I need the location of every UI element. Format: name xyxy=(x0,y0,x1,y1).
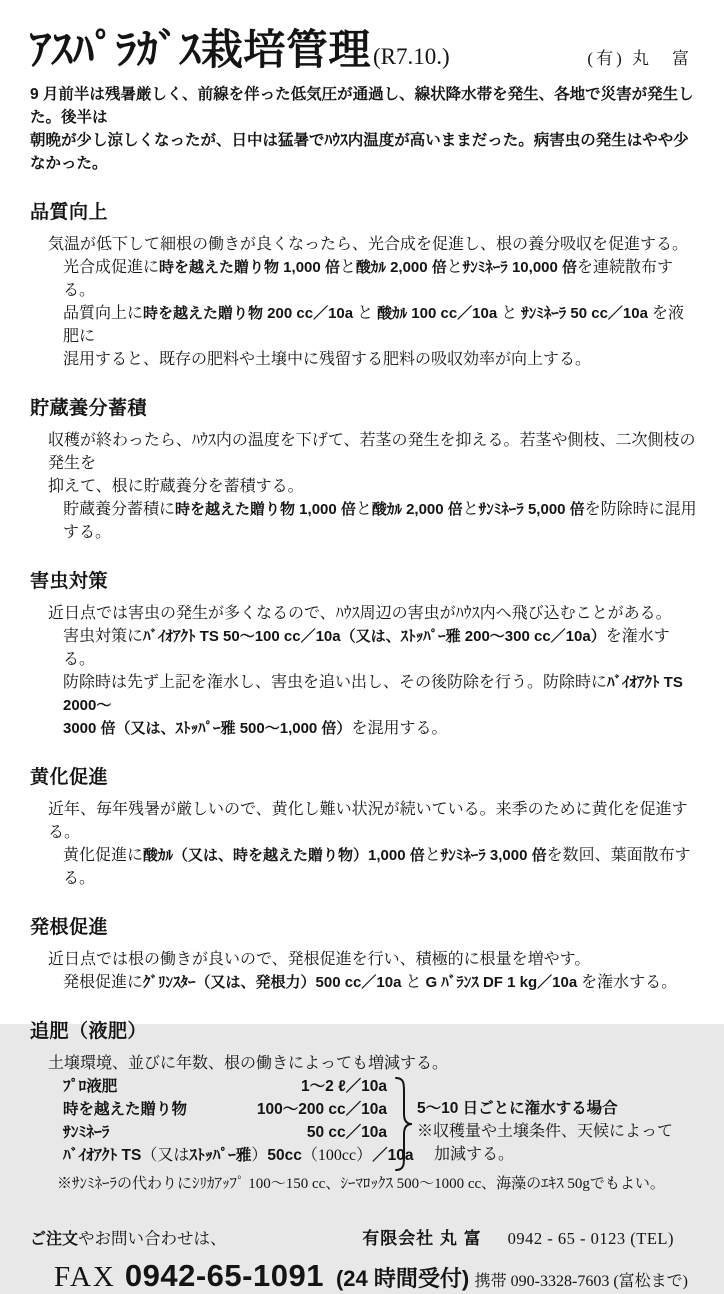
intro-line: 朝晩が少し涼しくなったが、日中は猛暑でﾊｳｽ内温度が高いままだった。病害虫の発生はやや少なかった。 xyxy=(30,132,689,172)
fertilizer-name: ﾌﾟﾛ液肥 xyxy=(63,1078,118,1095)
section-pest-control xyxy=(30,570,698,740)
note-line: ※収穫量や土壌条件、天候によって xyxy=(417,1123,674,1140)
page-title: ｱｽﾊﾟﾗｶﾞｽ栽培管理 xyxy=(30,26,372,73)
paragraph: 黄化促進に酸ｶﾙ（又は、時を越えた贈り物）1,000 倍とｻﾝﾐﾈｰﾗ 3,000 倍を数回、葉面散布する。 xyxy=(63,847,691,887)
paragraph: 防除時は先ず上記を潅水し、害虫を追い出し、その後防除を行う。防除時にﾊﾞｲｵｱｸﾄ TS 2000～ xyxy=(63,674,683,714)
curly-brace-icon xyxy=(393,1076,413,1172)
fertilizer-table xyxy=(63,1075,698,1172)
table-row xyxy=(63,1098,387,1121)
company-name-header: (有) 丸 富 xyxy=(587,49,692,68)
section-yellowing-promotion xyxy=(30,766,698,890)
paragraph: 3000 倍（又は、ｽﾄｯﾊﾟｰ雅 500～1,000 倍）を混用する。 xyxy=(63,720,448,737)
fertilizer-amount: 50 cc／10a xyxy=(306,1124,387,1141)
paragraph: 収穫が終わったら、ﾊｳｽ内の温度を下げて、若茎の発生を抑える。若茎や側枝、二次側枝の発生を xyxy=(48,432,696,472)
section-stored-nutrients xyxy=(30,397,698,544)
section-quality-improvement xyxy=(30,201,698,371)
paragraph: 発根促進にｸﾞﾘﾝｽﾀｰ（又は、発根力）500 cc／10a と G ﾊﾞﾗﾝｽ DF 1 kg／10a を潅水する。 xyxy=(63,974,678,991)
fertilizer-name: 時を越えた贈り物 xyxy=(63,1101,188,1118)
paragraph: 光合成促進に時を越えた贈り物 1,000 倍と酸ｶﾙ 2,000 倍とｻﾝﾐﾈｰﾗ 10,000 倍を連続散布する。 xyxy=(63,259,674,299)
section-heading: 発根促進 xyxy=(30,917,109,938)
fertilizer-rows xyxy=(63,1075,414,1167)
paragraph: 抑えて、根に貯蔵養分を蓄積する。 xyxy=(48,478,304,495)
title-date: (R7.10.) xyxy=(373,44,450,69)
fax-row xyxy=(54,1258,698,1294)
table-row xyxy=(63,1075,387,1098)
note-line: 5～10 日ごとに潅水する場合 xyxy=(417,1100,618,1117)
fertilizer-name: ﾊﾞｲｵｱｸﾄ TS（又はｽﾄｯﾊﾟｰ雅） xyxy=(63,1147,268,1164)
paragraph: 気温が低下して細根の働きが良くなったら、光合成を促進し、根の養分吸収を促進する。 xyxy=(48,236,689,253)
telephone-number: 0942 - 65 - 0123 (TEL) xyxy=(507,1229,674,1248)
paragraph: 混用すると、既存の肥料や土壌中に残留する肥料の吸収効率が向上する。 xyxy=(63,351,592,368)
fax-hours: (24 時間受付) xyxy=(335,1266,470,1291)
section-rooting-promotion xyxy=(30,916,698,994)
substitute-footnote: ※ｻﾝﾐﾈｰﾗの代わりにｼﾘｶｱｯﾌﾟ 100～150 cc、ｼｰﾏﾛｯｸｽ 500～1000 cc、海藻のｴｷｽ 50gでもよい。 xyxy=(57,1176,665,1192)
section-heading: 貯蔵養分蓄積 xyxy=(30,398,148,419)
paragraph: 害虫対策にﾊﾞｲｵｱｸﾄ TS 50～100 cc／10a（又は、ｽﾄｯﾊﾟｰ雅 200～300 cc／10a）を潅水する。 xyxy=(63,628,670,668)
note-line: 加減する。 xyxy=(434,1146,515,1163)
paragraph: 近年、毎年残暑が厳しいので、黄化し難い状況が続いている。来季のために黄化を促進する。 xyxy=(48,801,688,841)
company-contact xyxy=(362,1224,698,1249)
paragraph: 近日点では根の働きが良いので、発根促進を行い、積極的に根量を増やす。 xyxy=(48,951,591,968)
document-header xyxy=(30,26,698,74)
fertilizer-amount: 100～200 cc／10a xyxy=(256,1101,387,1118)
section-heading: 黄化促進 xyxy=(30,767,109,788)
intro-line: 9 月前半は残暑厳しく、前線を伴った低気圧が通過し、線状降水帯を発生、各地で災害が発生した。後半は xyxy=(30,86,694,126)
table-row xyxy=(63,1144,414,1167)
fertilizer-amount: 1～2 ℓ／10a xyxy=(301,1078,387,1095)
paragraph: 貯蔵養分蓄積に時を越えた贈り物 1,000 倍と酸ｶﾙ 2,000 倍とｻﾝﾐﾈｰﾗ 5,000 倍を防除時に混用する。 xyxy=(63,501,697,541)
paragraph: 品質向上に時を越えた贈り物 200 cc／10a と 酸ｶﾙ 100 cc／10a と ｻﾝﾐﾈｰﾗ 50 cc／10a を液肥に xyxy=(63,305,684,345)
fax-number: 0942-65-1091 xyxy=(124,1258,324,1293)
section-topdressing xyxy=(30,1020,698,1196)
section-heading: 追肥（液肥） xyxy=(30,1021,148,1042)
contact-row xyxy=(30,1224,698,1249)
section-heading: 害虫対策 xyxy=(30,571,109,592)
fertilizer-notes xyxy=(417,1075,673,1166)
section-heading: 品質向上 xyxy=(30,202,109,223)
company-name: 有限会社 丸 富 xyxy=(362,1229,482,1248)
table-row xyxy=(63,1121,387,1144)
paragraph: 近日点では害虫の発生が多くなるので、ﾊｳｽ周辺の害虫がﾊｳｽ内へ飛び込むことがある。 xyxy=(48,605,672,622)
intro-paragraph xyxy=(30,83,698,175)
fertilizer-name: ｻﾝﾐﾈｰﾗ xyxy=(63,1124,110,1141)
order-inquiry-label: ご注文やお問い合わせは、 xyxy=(30,1229,227,1248)
fertilizer-amount: 50cc（100cc）／10a xyxy=(267,1147,414,1164)
mobile-number: 携帯 090-3328-7603 (富松まで) xyxy=(474,1273,688,1290)
paragraph: 土壌環境、並びに年数、根の働きによっても増減する。 xyxy=(48,1055,449,1072)
fax-label: FAX xyxy=(54,1261,116,1293)
